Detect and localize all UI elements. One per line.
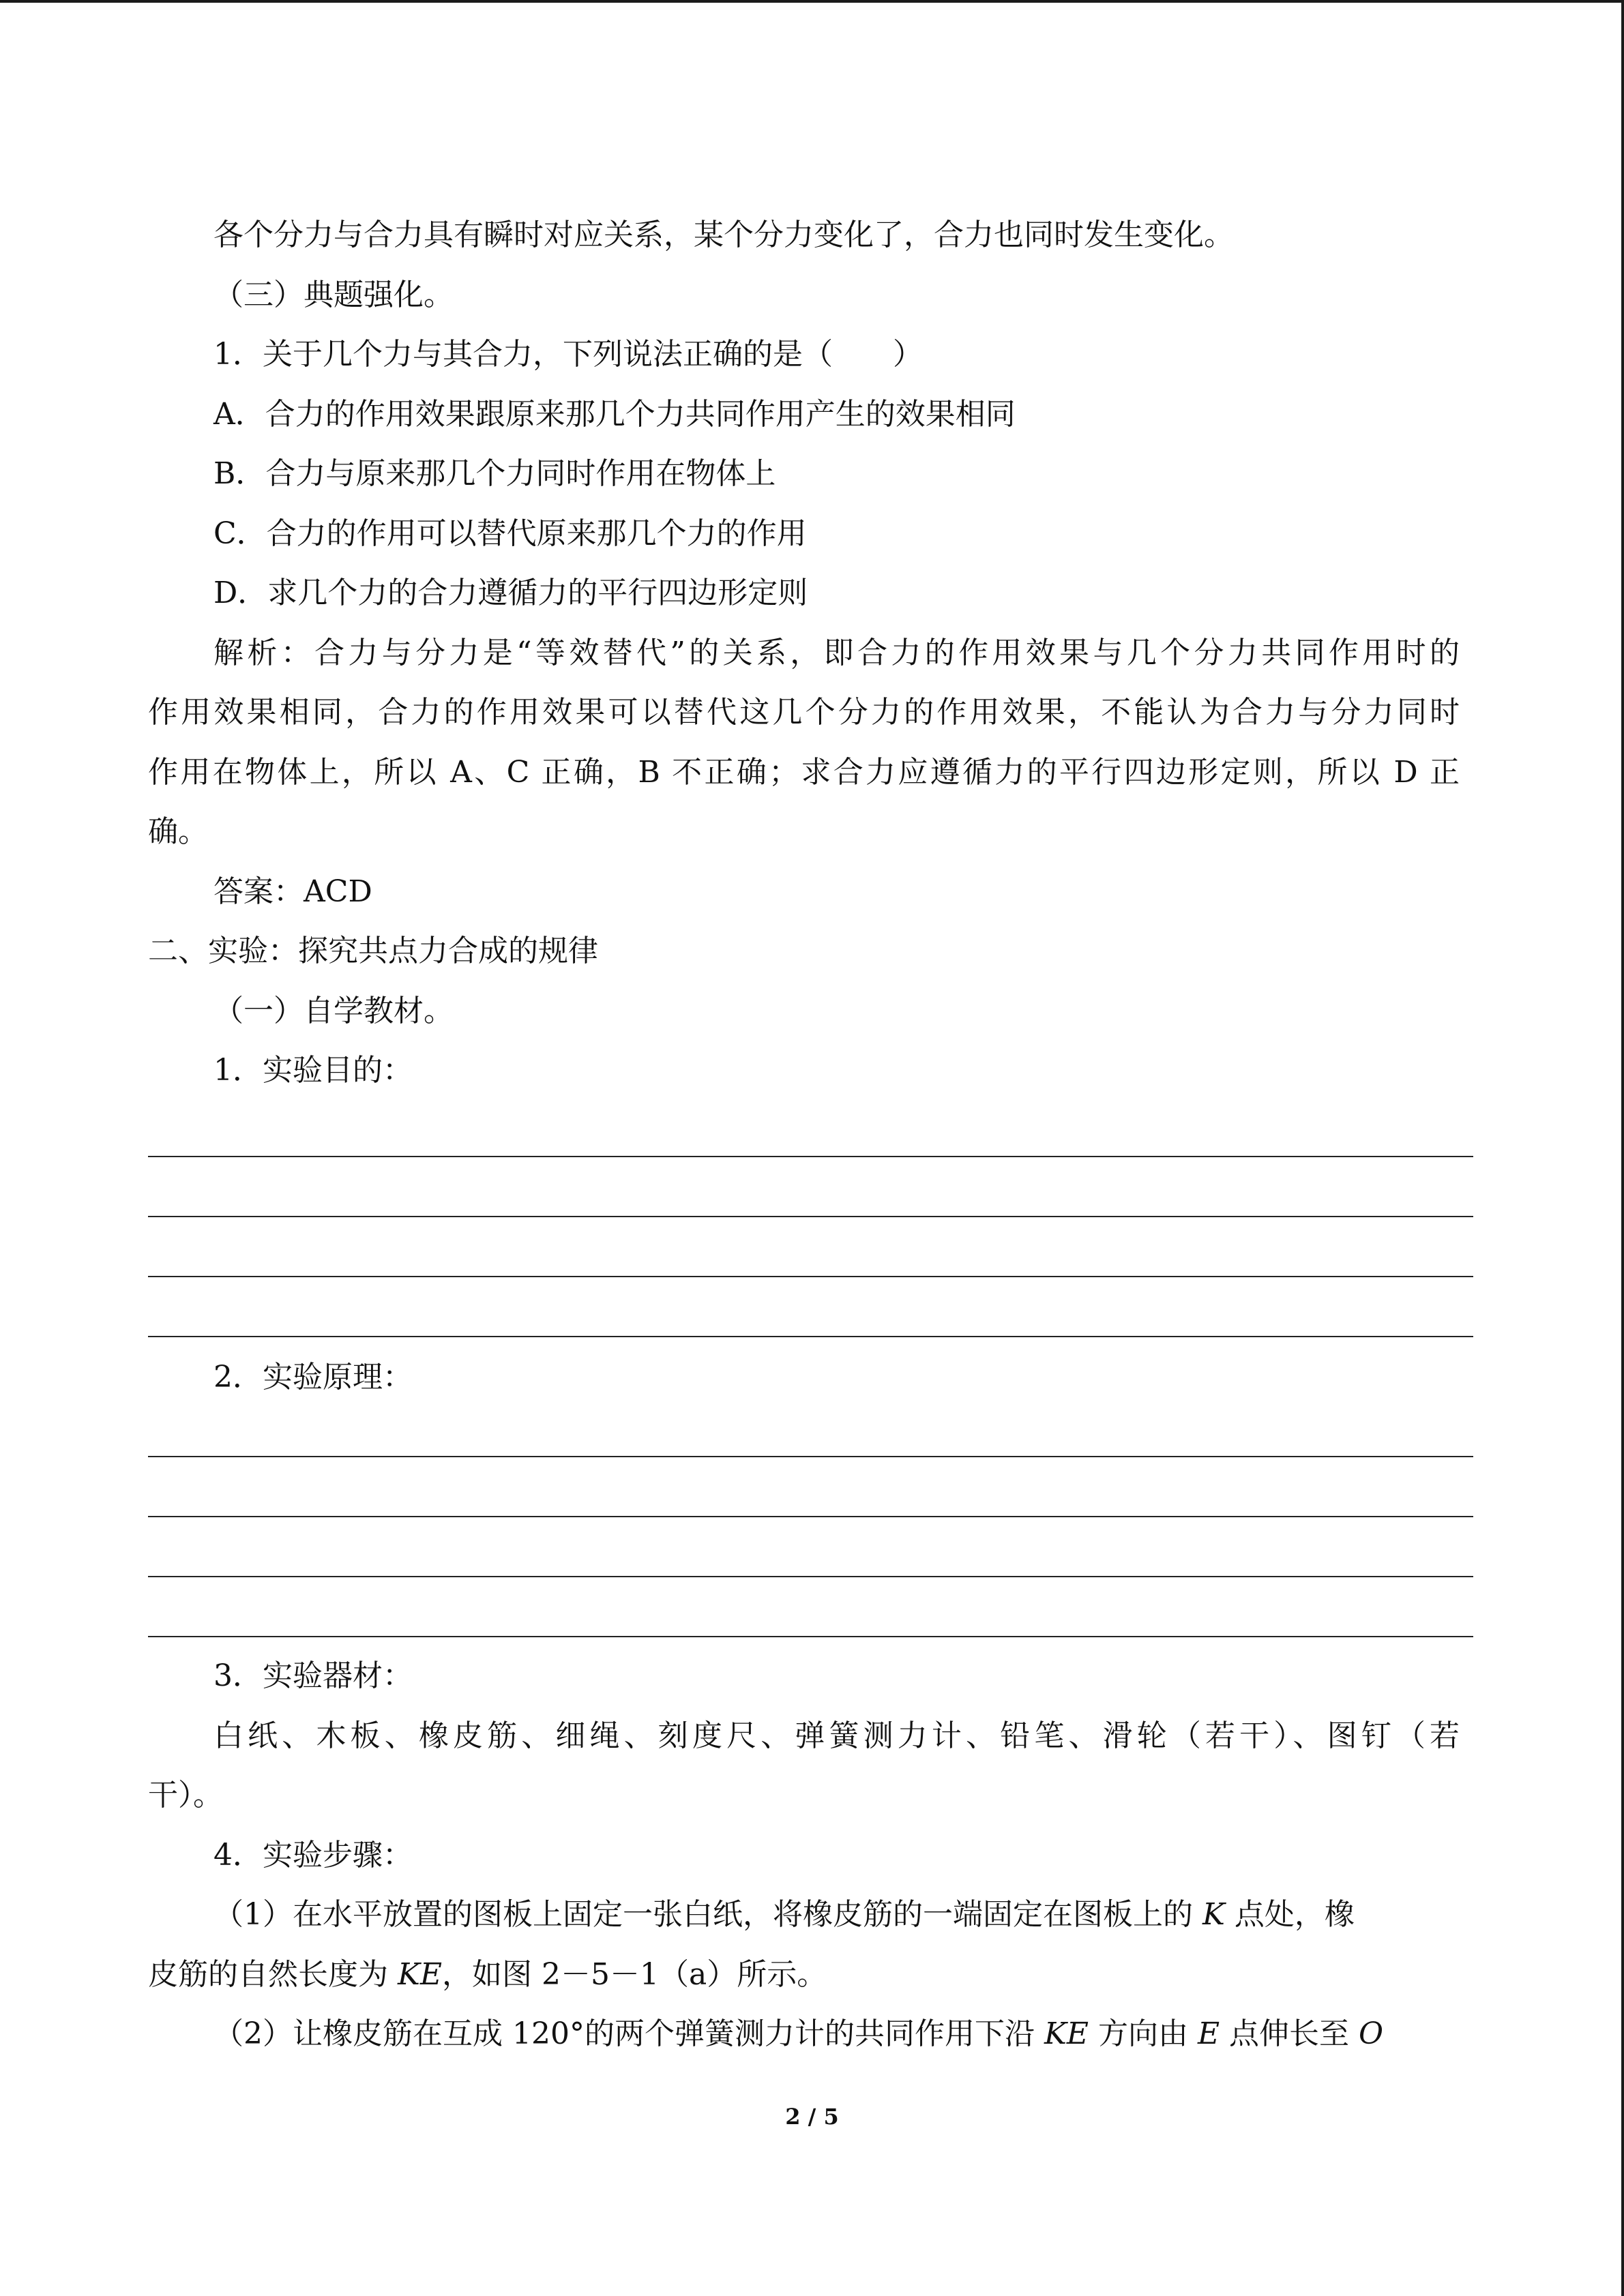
step-1-line-1 [213, 1894, 1355, 1935]
question-1-stem-close: ） [893, 337, 923, 372]
option-c: C．合力的作用可以替代原来那几个力的作用 [213, 516, 807, 551]
option-d: D．求几个力的合力遵循力的平行四边形定则 [213, 576, 808, 610]
item-experiment-steps: 4．实验步骤： [213, 1838, 413, 1873]
materials-line-1: 白纸、木板、橡皮筋、细绳、刻度尺、弹簧测力计、铅笔、滑轮（若干）、图钉（若 [213, 1718, 1460, 1753]
step-2-text-c: 点伸长至 [1220, 2016, 1359, 2051]
step-2-text-b: 方向由 [1088, 2016, 1198, 2051]
page-right-border [1621, 0, 1624, 2296]
answer-rule-principle-2 [148, 1516, 1473, 1517]
point-e: E [1197, 2016, 1220, 2051]
option-b: B．合力与原来那几个力同时作用在物体上 [213, 456, 776, 491]
subsection-heading-typical-problems: （三）典题强化。 [213, 278, 454, 312]
step-1-line-2 [148, 1954, 827, 1995]
page-top-border [0, 0, 1624, 3]
analysis-line-4: 确。 [148, 814, 208, 849]
text-line-instant-relation: 各个分力与合力具有瞬时对应关系，某个分力变化了，合力也同时发生变化。 [213, 218, 1234, 252]
answer-rule-purpose-4 [148, 1336, 1473, 1337]
segment-ke: KE [398, 1957, 442, 1992]
materials-line-2: 干）。 [148, 1778, 223, 1813]
page-number: 2 / 5 [785, 2104, 839, 2130]
answer-rule-purpose-1 [148, 1156, 1473, 1157]
answer-line: 答案：ACD [213, 874, 372, 909]
option-a: A．合力的作用效果跟原来那几个力共同作用产生的效果相同 [213, 397, 1016, 432]
point-k: K [1202, 1897, 1225, 1932]
question-1-stem [213, 334, 923, 375]
step-1-text-a: （1）在水平放置的图板上固定一张白纸，将橡皮筋的一端固定在图板上的 [213, 1897, 1202, 1932]
answer-rule-purpose-3 [148, 1276, 1473, 1277]
section-heading-experiment: 二、实验：探究共点力合成的规律 [148, 934, 598, 968]
answer-rule-principle-4 [148, 1636, 1473, 1637]
point-o: O [1359, 2016, 1384, 2051]
item-experiment-materials: 3．实验器材： [213, 1658, 413, 1693]
step-1-text-d: ，如图 2－5－1（a）所示。 [442, 1957, 827, 1992]
analysis-line-2: 作用效果相同，合力的作用效果可以替代这几个分力的作用效果，不能认为合力与分力同时 [148, 695, 1460, 730]
subsection-heading-self-study: （一）自学教材。 [213, 994, 454, 1028]
step-1-text-c: 皮筋的自然长度为 [148, 1957, 398, 1992]
step-2-line-1 [213, 2014, 1383, 2055]
segment-ke-2: KE [1044, 2016, 1089, 2051]
answer-rule-principle-3 [148, 1576, 1473, 1577]
question-1-stem-text: 1．关于几个力与其合力，下列说法正确的是（ [213, 337, 833, 372]
step-1-text-b: 点处，橡 [1224, 1897, 1355, 1932]
answer-rule-principle-1 [148, 1456, 1473, 1457]
step-2-text-a: （2）让橡皮筋在互成 120°的两个弹簧测力计的共同作用下沿 [213, 2016, 1044, 2051]
item-experiment-principle: 2．实验原理： [213, 1360, 413, 1395]
analysis-line-3: 作用在物体上，所以 A、C 正确，B 不正确；求合力应遵循力的平行四边形定则，所以 D 正 [148, 755, 1460, 790]
item-experiment-purpose: 1．实验目的： [213, 1053, 413, 1088]
answer-rule-purpose-2 [148, 1216, 1473, 1217]
analysis-line-1: 解析：合力与分力是“等效替代”的关系，即合力的作用效果与几个分力共同作用时的 [213, 636, 1460, 670]
